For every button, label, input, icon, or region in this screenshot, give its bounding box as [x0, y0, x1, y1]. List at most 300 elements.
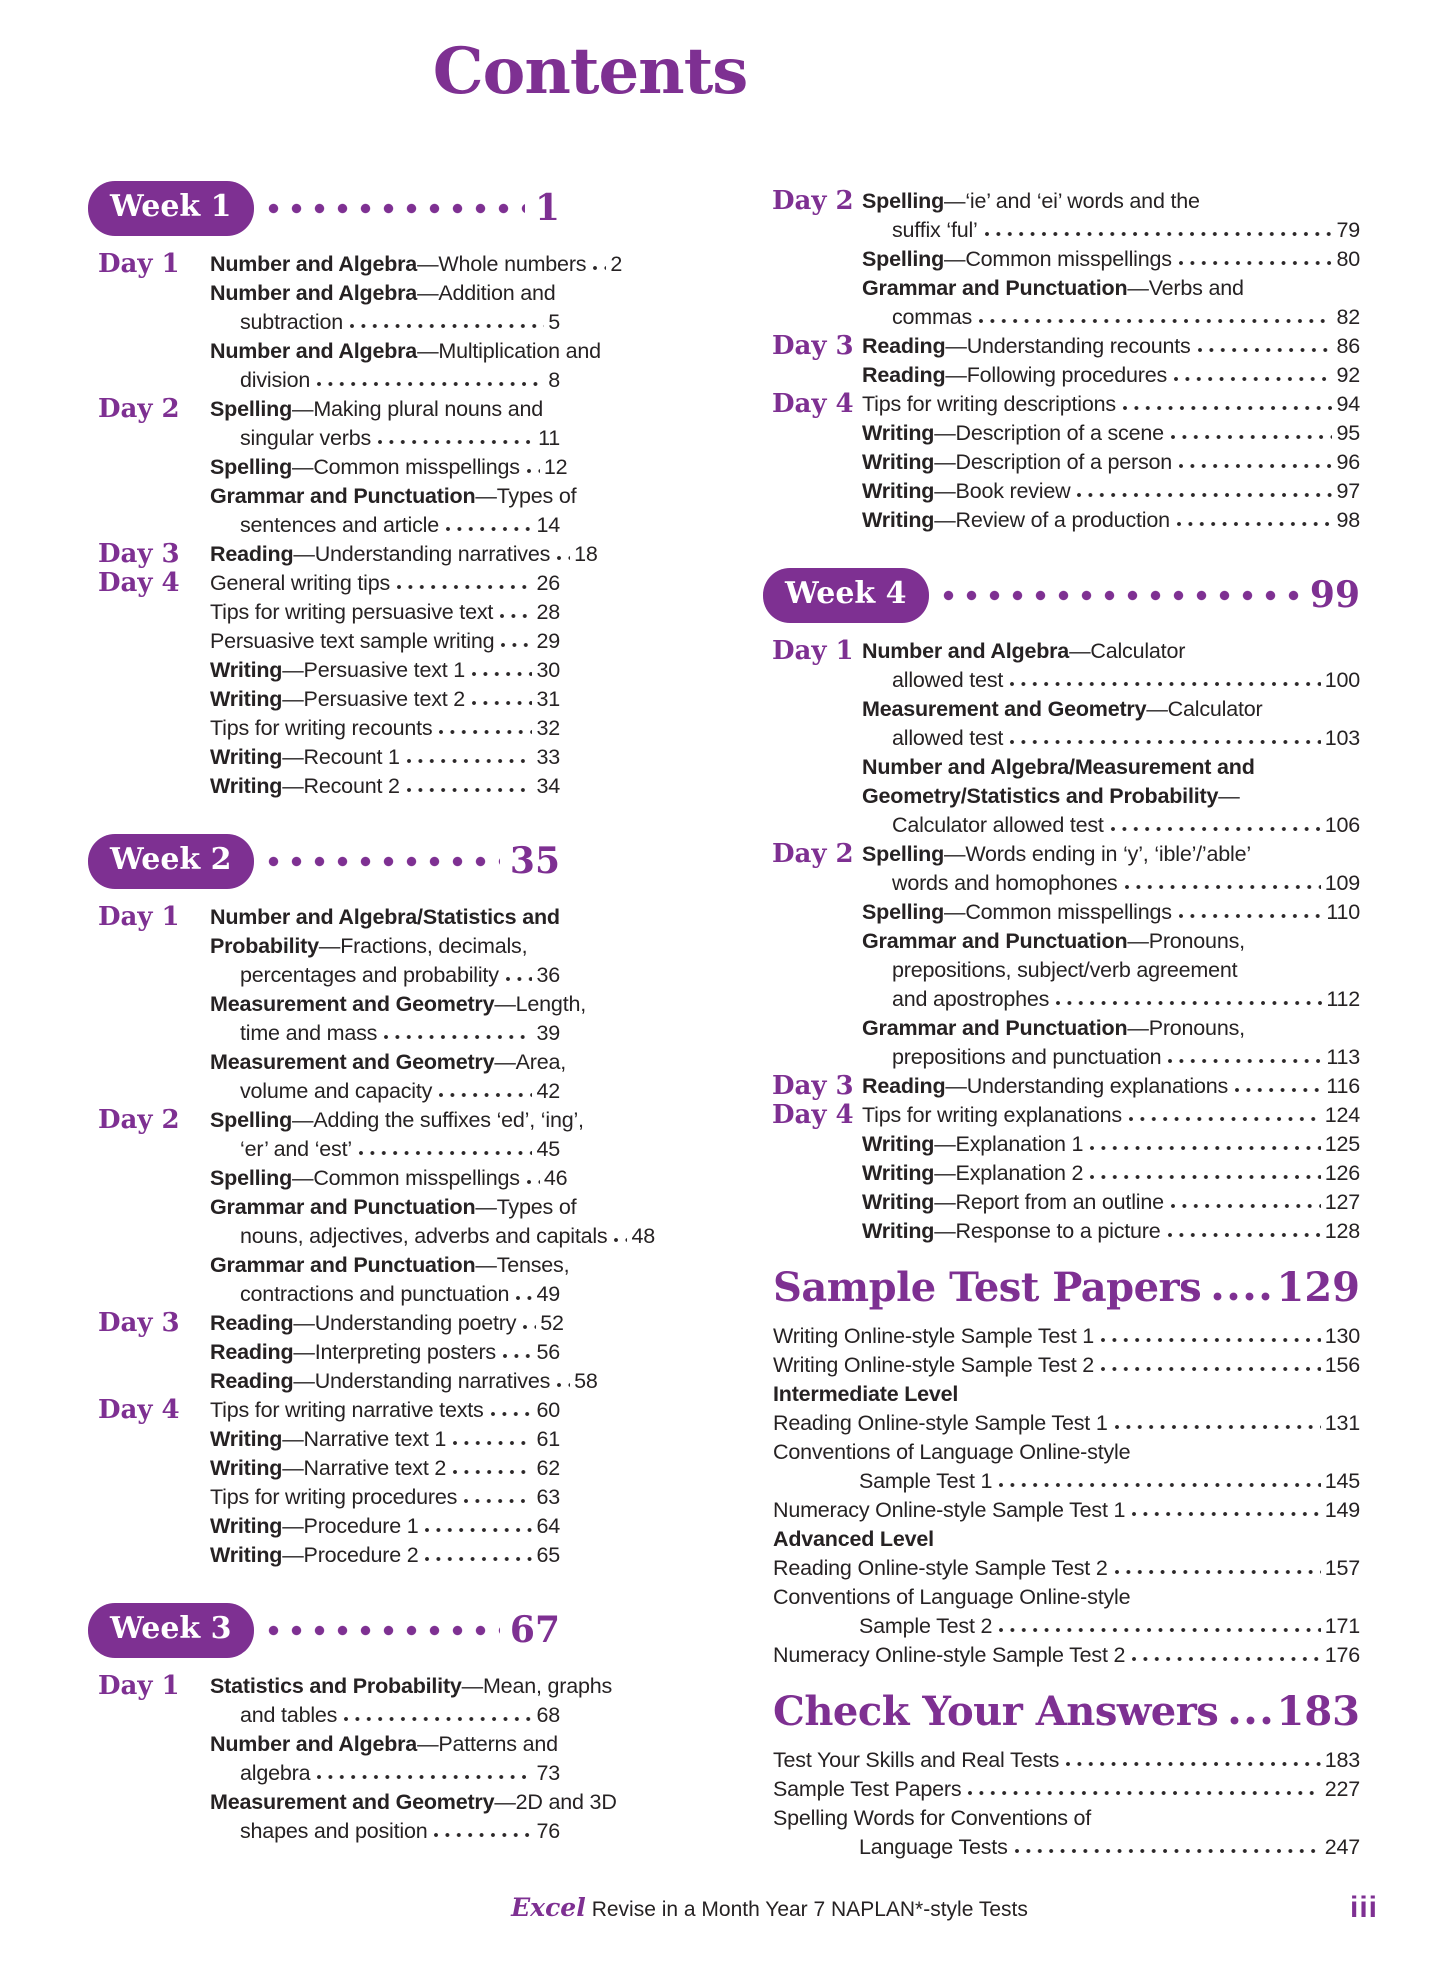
entry-lines [862, 1217, 1360, 1246]
entry-line [210, 598, 560, 627]
toc-entry [763, 1072, 1360, 1101]
dot-leader [1178, 913, 1322, 919]
day-label: Day 2 [98, 1105, 180, 1135]
entry-line [862, 782, 1360, 811]
entry-lines [210, 1106, 584, 1164]
entry-line [862, 985, 1360, 1014]
page-number: 73 [536, 1761, 560, 1785]
footer-title: Revise in a Month Year 7 NAPLAN*-style Tests [591, 1898, 1028, 1921]
entry-line [210, 772, 560, 801]
page-number: 8 [548, 368, 560, 392]
page-number: 82 [1336, 305, 1360, 329]
page-number: 36 [536, 963, 560, 987]
entry-line [210, 1193, 577, 1222]
toc-entry [763, 274, 1360, 332]
toc-entry [88, 279, 560, 337]
toc-entry [88, 772, 560, 801]
entry-line [210, 1077, 560, 1106]
entry-line [862, 245, 1360, 274]
page-number: 176 [1324, 1643, 1360, 1667]
dot-leader [438, 1092, 532, 1098]
toc-entry [88, 453, 568, 482]
entry-text: Spelling—Adding the suffixes ‘ed’, ‘ing’, [210, 1108, 584, 1132]
page-number: 2 [610, 252, 623, 276]
toc-entry [88, 1671, 613, 1730]
page-number: 56 [536, 1340, 560, 1364]
entry-lines [210, 743, 560, 772]
entry-line [210, 1759, 560, 1788]
entry-text: Calculator allowed test [892, 813, 1104, 837]
week-dot-leader [268, 856, 500, 867]
day-gutter [88, 453, 210, 482]
dot-leader [1009, 739, 1321, 745]
dot-leader [1089, 1145, 1320, 1151]
dot-leader [505, 976, 533, 982]
toc-entry [763, 898, 1360, 927]
entry-text: Geometry/Statistics and Probability— [862, 784, 1240, 808]
entry-line [862, 637, 1360, 666]
entry-lines [862, 245, 1360, 274]
dot-leader [1176, 521, 1333, 527]
dot-leader [358, 1150, 533, 1156]
entry-text: Tips for writing explanations [862, 1103, 1122, 1127]
entry-text: Language Tests [859, 1835, 1008, 1859]
day-gutter [763, 361, 862, 390]
week-page-number: 99 [1309, 574, 1360, 616]
dot-leader [1055, 1000, 1322, 1006]
entry-lines [210, 772, 560, 801]
entry-line [862, 724, 1360, 753]
page-number: 92 [1336, 363, 1360, 387]
day-gutter [88, 743, 210, 772]
entry-text: Spelling—Common misspellings [210, 455, 520, 479]
entry-text: Writing—Recount 1 [210, 745, 400, 769]
section-page-number: 183 [1276, 1688, 1360, 1735]
day-gutter [88, 598, 210, 627]
entry-line [862, 1217, 1360, 1246]
entry-lines [773, 1554, 1360, 1583]
page-number-folio: iii [1349, 1891, 1378, 1924]
page-number: 80 [1336, 247, 1360, 271]
section-page-number: 129 [1276, 1264, 1360, 1311]
page-number: 156 [1324, 1353, 1360, 1377]
entry-lines [210, 250, 623, 279]
day-gutter [88, 1483, 210, 1512]
entry-line [773, 1583, 1360, 1612]
entry-text: Measurement and Geometry—2D and 3D [210, 1790, 617, 1814]
entry-text: Writing—Narrative text 1 [210, 1427, 447, 1451]
entry-line [862, 666, 1360, 695]
dot-leader [556, 1382, 570, 1388]
toc-entry [763, 1496, 1360, 1525]
toc-entry [88, 1425, 560, 1454]
toc-entry [763, 1159, 1360, 1188]
page-number: 171 [1324, 1614, 1360, 1638]
day-label: Day 2 [98, 394, 180, 424]
page-number: 26 [536, 571, 560, 595]
day-gutter [88, 1048, 210, 1106]
toc-entry [88, 598, 560, 627]
dot-leader [463, 1498, 532, 1504]
entry-text: Measurement and Geometry—Area, [210, 1050, 567, 1074]
entry-lines [210, 1512, 560, 1541]
day-gutter [88, 482, 210, 540]
entry-line [862, 869, 1360, 898]
entry-text: prepositions and punctuation [892, 1045, 1162, 1069]
entry-lines [210, 903, 560, 990]
entry-text: Tips for writing procedures [210, 1485, 458, 1509]
entry-line [210, 279, 560, 308]
page-number: 45 [536, 1137, 560, 1161]
page-number: 128 [1324, 1219, 1360, 1243]
toc-entry [88, 337, 601, 395]
entry-lines [773, 1409, 1360, 1438]
entry-text: Writing—Response to a picture [862, 1219, 1161, 1243]
entry-line [210, 627, 560, 656]
entry-text: Number and Algebra/Statistics and [210, 905, 560, 929]
entry-lines [773, 1746, 1360, 1775]
day-gutter [763, 245, 862, 274]
entry-lines [210, 1454, 560, 1483]
entry-lines [210, 279, 560, 337]
dot-leader [433, 1832, 532, 1838]
entry-text: Number and Algebra—Whole numbers [210, 252, 587, 276]
page-number: 103 [1324, 726, 1360, 750]
entry-text: Spelling—Words ending in ‘y’, ‘ible’/’able’ [862, 842, 1251, 866]
dot-leader [383, 1034, 532, 1040]
entry-text: General writing tips [210, 571, 391, 595]
entry-line [773, 1409, 1360, 1438]
toc-entry [763, 419, 1360, 448]
entry-text: Writing—Procedure 1 [210, 1514, 419, 1538]
entry-line [210, 1512, 560, 1541]
entry-text: Probability—Fractions, decimals, [210, 934, 528, 958]
entry-line [773, 1322, 1360, 1351]
entry-text: prepositions, subject/verb agreement [892, 958, 1238, 982]
entry-text: Grammar and Punctuation—Verbs and [862, 276, 1244, 300]
entry-text: Conventions of Language Online-style [773, 1440, 1131, 1464]
entry-text: subtraction [240, 310, 343, 334]
page-number: 60 [536, 1398, 560, 1422]
page-number: 64 [536, 1514, 560, 1538]
toc-entry [763, 1775, 1360, 1804]
toc-entry [763, 1438, 1360, 1496]
entry-line [862, 1130, 1360, 1159]
dot-leader [1167, 1232, 1321, 1238]
entry-line [773, 1467, 1360, 1496]
toc-entry [763, 390, 1360, 419]
entry-line [862, 1101, 1360, 1130]
toc-entry [763, 1804, 1360, 1862]
dot-leader [526, 468, 540, 474]
entry-text: Numeracy Online-style Sample Test 1 [773, 1498, 1126, 1522]
day-gutter [88, 772, 210, 801]
toc-entry [88, 903, 560, 990]
dot-leader [1178, 463, 1332, 469]
entry-text: Number and Algebra—Calculator [862, 639, 1186, 663]
day-gutter [763, 506, 862, 535]
entry-line [210, 1338, 560, 1367]
entry-line [210, 932, 560, 961]
toc-entry [88, 1048, 567, 1106]
brand-logo: Excel [511, 1893, 586, 1922]
page-number: 100 [1324, 668, 1360, 692]
entry-lines [862, 1130, 1360, 1159]
entry-lines [862, 1159, 1360, 1188]
day-gutter [88, 1730, 210, 1788]
toc-entry [763, 753, 1360, 840]
entry-text: Reading—Following procedures [862, 363, 1168, 387]
entry-line [210, 1019, 560, 1048]
page-number: 39 [536, 1021, 560, 1045]
entry-line [210, 1280, 560, 1309]
entry-line [210, 1730, 560, 1759]
day-gutter [88, 1425, 210, 1454]
toc-entry [763, 1101, 1360, 1130]
entry-line [210, 1135, 560, 1164]
entry-text: Spelling—Making plural nouns and [210, 397, 543, 421]
entry-lines [862, 477, 1360, 506]
day-gutter [88, 1164, 210, 1193]
page-number: 106 [1324, 813, 1360, 837]
entry-text: Writing—Procedure 2 [210, 1543, 419, 1567]
dot-leader [522, 1324, 536, 1330]
day-label: Day 3 [98, 539, 180, 569]
day-label: Day 1 [98, 1671, 180, 1701]
entry-text: Number and Algebra—Addition and [210, 281, 556, 305]
dot-leader [1173, 376, 1332, 382]
entry-lines [773, 1438, 1360, 1496]
toc-entry [88, 1164, 568, 1193]
entry-text: Numeracy Online-style Sample Test 2 [773, 1643, 1126, 1667]
toc-entry [88, 1730, 560, 1788]
page-number: 31 [536, 687, 560, 711]
entry-line [210, 540, 598, 569]
entry-text: Sample Test 2 [859, 1614, 993, 1638]
toc-entry [763, 1322, 1360, 1351]
entry-lines [210, 1483, 560, 1512]
toc-entry [88, 395, 560, 453]
entry-lines [210, 1251, 570, 1309]
day-gutter [763, 1217, 862, 1246]
entry-line [210, 903, 560, 932]
entry-text: Sample Test 1 [859, 1469, 993, 1493]
dot-leader [452, 1440, 532, 1446]
entry-line [210, 1541, 560, 1570]
dot-leader [1009, 681, 1321, 687]
toc-right-column [763, 187, 1360, 1862]
dot-leader [515, 1295, 532, 1301]
entry-text: Grammar and Punctuation—Pronouns, [862, 929, 1245, 953]
entry-text: Grammar and Punctuation—Types of [210, 1195, 577, 1219]
dot-leader [406, 787, 533, 793]
dot-leader [556, 555, 570, 561]
week-badge: Week 4 [763, 568, 929, 623]
entry-text: percentages and probability [240, 963, 499, 987]
entry-lines [210, 714, 560, 743]
dot-leader [490, 1411, 533, 1417]
entry-lines [862, 1014, 1360, 1072]
toc-entry [88, 482, 577, 540]
dot-leader [1124, 884, 1321, 890]
dot-leader [613, 1237, 627, 1243]
entry-text: Conventions of Language Online-style [773, 1585, 1131, 1609]
week-dot-leader [268, 203, 525, 214]
entry-line [210, 990, 586, 1019]
entry-lines [773, 1322, 1360, 1351]
toc-entry [763, 1217, 1360, 1246]
page-number: 131 [1324, 1411, 1360, 1435]
dot-leader [499, 613, 532, 619]
entry-text: Grammar and Punctuation—Types of [210, 484, 577, 508]
entry-line [210, 337, 601, 366]
entry-lines [210, 1164, 568, 1193]
dot-leader [1089, 1174, 1320, 1180]
toc-entry [763, 477, 1360, 506]
entry-text: Reading—Interpreting posters [210, 1340, 496, 1364]
toc-entry [88, 1396, 560, 1425]
entry-text: Writing—Narrative text 2 [210, 1456, 447, 1480]
entry-line [862, 419, 1360, 448]
day-gutter [88, 1338, 210, 1367]
dot-leader [1122, 405, 1333, 411]
page-number: 42 [536, 1079, 560, 1103]
toc-entry [763, 1525, 1360, 1554]
entry-line [210, 366, 560, 395]
entry-line [210, 1106, 584, 1135]
entry-text: Grammar and Punctuation—Pronouns, [862, 1016, 1245, 1040]
day-gutter [763, 477, 862, 506]
entry-text: shapes and position [240, 1819, 428, 1843]
entry-text: Writing—Explanation 1 [862, 1132, 1084, 1156]
entry-text: sentences and article [240, 513, 439, 537]
toc-entry [88, 1338, 560, 1367]
day-label: Day 4 [98, 1395, 180, 1425]
dot-leader [445, 526, 533, 532]
entry-line [210, 685, 560, 714]
entry-lines [210, 1193, 655, 1251]
entry-lines [862, 927, 1360, 1014]
entry-lines [773, 1380, 1360, 1409]
entry-line [773, 1612, 1360, 1641]
week-dot-leader [268, 1625, 500, 1636]
toc-entry [763, 1641, 1360, 1670]
entry-line [862, 506, 1360, 535]
page-number: 96 [1336, 450, 1360, 474]
entry-line [210, 250, 623, 279]
dot-leader [452, 1469, 532, 1475]
entry-lines [773, 1641, 1360, 1670]
dot-leader [471, 671, 532, 677]
day-gutter [88, 279, 210, 337]
page-number: 79 [1336, 218, 1360, 242]
toc-entry [763, 1583, 1360, 1641]
dot-leader [998, 1627, 1320, 1633]
dot-leader [1170, 1203, 1321, 1209]
toc-entry [763, 840, 1360, 898]
entry-text: Persuasive text sample writing [210, 629, 495, 653]
entry-text: Spelling—Common misspellings [862, 900, 1172, 924]
entry-line [773, 1496, 1360, 1525]
day-gutter [763, 274, 862, 332]
day-label: Day 3 [772, 1071, 854, 1101]
entry-lines [210, 1788, 617, 1846]
toc-entry [88, 1367, 598, 1396]
page-number: 145 [1324, 1469, 1360, 1493]
day-label: Day 4 [772, 1100, 854, 1130]
entry-line [210, 569, 560, 598]
week-heading-row [88, 835, 560, 887]
entry-text: allowed test [892, 668, 1004, 692]
dot-leader [1197, 347, 1333, 353]
day-gutter [763, 1188, 862, 1217]
entry-text: Writing—Persuasive text 1 [210, 658, 466, 682]
page-footer [0, 1893, 1445, 1933]
week-heading-row [763, 569, 1360, 621]
toc-entry [763, 1130, 1360, 1159]
entry-text: Statistics and Probability—Mean, graphs [210, 1674, 613, 1698]
footer-text [47, 1893, 1445, 1922]
entry-line [862, 361, 1360, 390]
entry-line [773, 1775, 1360, 1804]
page-number: 52 [540, 1311, 564, 1335]
day-gutter [88, 656, 210, 685]
day-gutter [763, 1159, 862, 1188]
week-page-number: 67 [509, 1609, 560, 1651]
entry-lines [210, 1338, 560, 1367]
dot-leader [349, 323, 544, 329]
day-gutter [88, 685, 210, 714]
entry-text: Spelling Words for Conventions of [773, 1806, 1092, 1830]
toc-entry [763, 1014, 1360, 1072]
page-number: 29 [536, 629, 560, 653]
toc-entry [88, 656, 560, 685]
dot-leader [1100, 1366, 1321, 1372]
page-number: 227 [1324, 1777, 1360, 1801]
day-gutter [88, 627, 210, 656]
toc-entry [88, 1193, 655, 1251]
page-number: 149 [1324, 1498, 1360, 1522]
week-dot-leader [943, 590, 1300, 601]
day-gutter [763, 927, 862, 1014]
page-number: 125 [1324, 1132, 1360, 1156]
entry-line [210, 1817, 560, 1846]
section-heading-row [763, 1688, 1360, 1736]
entry-line [210, 1309, 564, 1338]
toc-entry [88, 990, 586, 1048]
entry-text: Intermediate Level [773, 1382, 959, 1406]
dot-leader [424, 1556, 532, 1562]
day-gutter [88, 1788, 210, 1846]
section-dot-leader [1230, 1716, 1274, 1725]
entry-line [210, 395, 560, 424]
page-number: 46 [543, 1166, 568, 1190]
dot-leader [592, 265, 606, 271]
entry-text: Reading—Understanding narratives [210, 1369, 551, 1393]
day-label: Day 1 [98, 902, 180, 932]
page-number: 34 [536, 774, 560, 798]
entry-lines [210, 482, 577, 540]
entry-line [862, 695, 1360, 724]
entry-line [862, 303, 1360, 332]
entry-text: Measurement and Geometry—Length, [210, 992, 586, 1016]
entry-line [862, 187, 1360, 216]
entry-lines [862, 187, 1360, 245]
entry-text: Writing—Recount 2 [210, 774, 400, 798]
dot-leader [438, 729, 532, 735]
entry-line [773, 1438, 1360, 1467]
entry-text: and tables [240, 1703, 338, 1727]
